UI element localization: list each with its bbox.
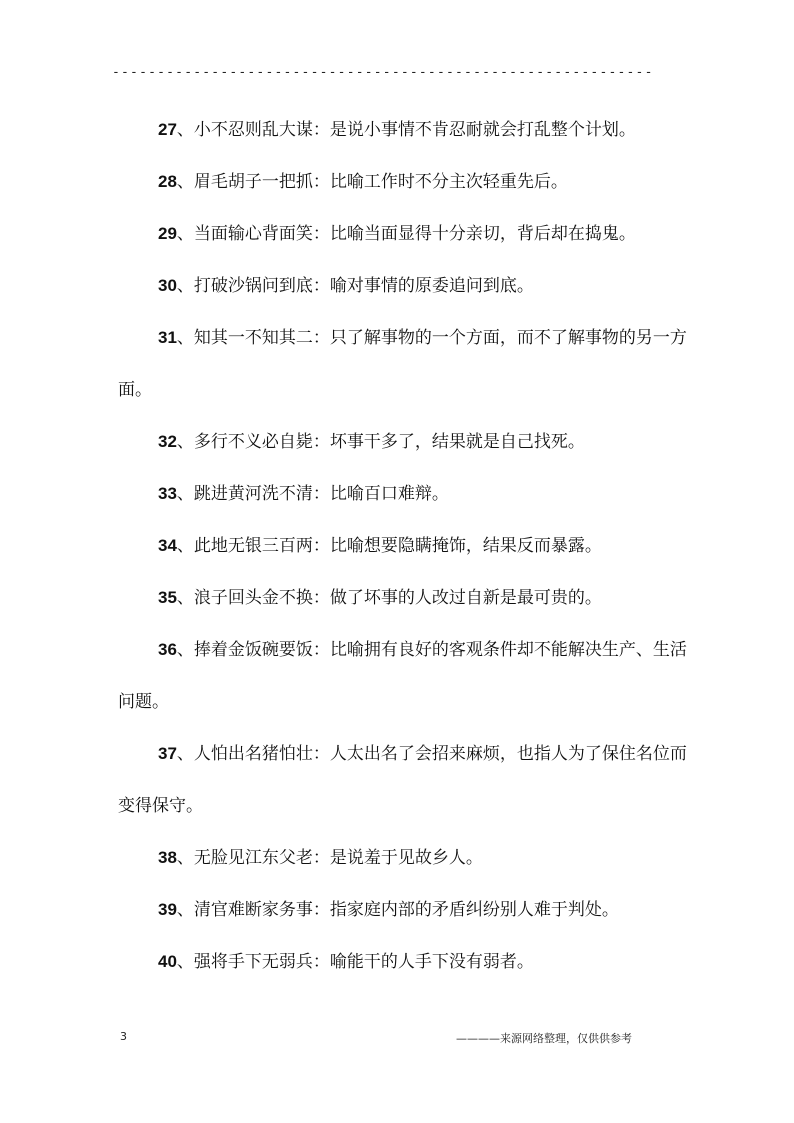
item-number: 28 [158, 172, 177, 191]
list-item [118, 156, 688, 208]
list-item [118, 104, 688, 156]
list-item [118, 572, 688, 624]
item-number: 37 [158, 744, 177, 763]
item-text: 、人怕出名猪怕壮：人太出名了会招来麻烦，也指人为了保住名位而变得保守。 [118, 744, 687, 816]
list-item [118, 416, 688, 468]
idiom-list [118, 104, 688, 988]
header-dashed-rule: ------------------------------------------------------------ [112, 66, 654, 80]
item-text: 、捧着金饭碗要饭：比喻拥有良好的客观条件却不能解决生产、生活问题。 [118, 640, 687, 712]
item-text: 、无脸见江东父老：是说羞于见故乡人。 [176, 848, 483, 868]
footer-note: ————来源网络整理，仅供供参考 [456, 1032, 632, 1045]
item-text: 、强将手下无弱兵：喻能干的人手下没有弱者。 [176, 952, 534, 972]
item-text: 、清官难断家务事：指家庭内部的矛盾纠纷别人难于判处。 [176, 900, 619, 920]
item-text: 、此地无银三百两：比喻想要隐瞒掩饰，结果反而暴露。 [176, 536, 602, 556]
item-text: 、当面输心背面笑：比喻当面显得十分亲切，背后却在捣鬼。 [176, 224, 636, 244]
item-number: 35 [158, 588, 177, 607]
item-number: 33 [158, 484, 177, 503]
item-number: 31 [158, 328, 177, 347]
item-number: 27 [158, 120, 177, 139]
item-text: 、跳进黄河洗不清：比喻百口难辩。 [176, 484, 449, 504]
item-text: 、打破沙锅问到底：喻对事情的原委追问到底。 [176, 276, 534, 296]
list-item [118, 520, 688, 572]
item-number: 39 [158, 900, 177, 919]
page-number: 3 [120, 1030, 127, 1043]
item-number: 29 [158, 224, 177, 243]
item-number: 36 [158, 640, 177, 659]
item-text: 、多行不义必自毙：坏事干多了，结果就是自己找死。 [176, 432, 585, 452]
item-number: 30 [158, 276, 177, 295]
list-item [118, 936, 688, 988]
item-text: 、眉毛胡子一把抓：比喻工作时不分主次轻重先后。 [176, 172, 568, 192]
item-number: 38 [158, 848, 177, 867]
item-number: 32 [158, 432, 177, 451]
item-text: 、浪子回头金不换：做了坏事的人改过自新是最可贵的。 [176, 588, 602, 608]
list-item [118, 832, 688, 884]
item-text: 、知其一不知其二：只了解事物的一个方面，而不了解事物的另一方面。 [118, 328, 687, 400]
item-number: 40 [158, 952, 177, 971]
list-item [118, 312, 688, 416]
list-item [118, 624, 688, 728]
list-item [118, 260, 688, 312]
list-item [118, 728, 688, 832]
item-text: 、小不忍则乱大谋：是说小事情不肯忍耐就会打乱整个计划。 [176, 120, 636, 140]
list-item [118, 884, 688, 936]
list-item [118, 468, 688, 520]
list-item [118, 208, 688, 260]
item-number: 34 [158, 536, 177, 555]
